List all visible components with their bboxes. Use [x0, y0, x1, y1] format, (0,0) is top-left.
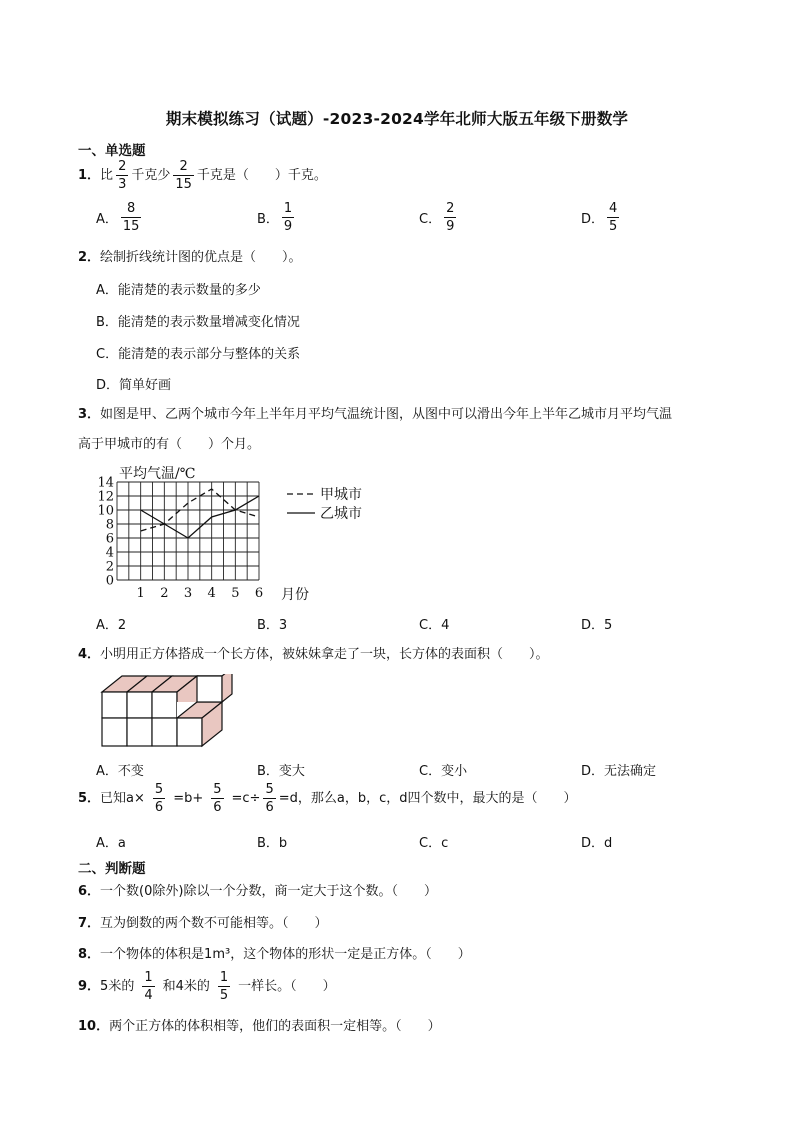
option-c: C．变小	[419, 764, 468, 779]
x-tick-label: 1	[136, 586, 145, 601]
option-d: D．简单好画	[96, 378, 172, 393]
fraction: $\frac{1}{5}$	[219, 970, 229, 1003]
cube-front-face	[102, 692, 127, 718]
y-tick-label: 0	[105, 573, 114, 589]
x-tick-label: 6	[254, 586, 264, 601]
question-text: 如图是甲、乙两个城市今年上半年月平均气温统计图，从图中可以滑出今年上半年乙城市月平均气温	[100, 407, 673, 422]
question-9	[78, 971, 336, 1002]
y-tick-label: 6	[105, 531, 114, 547]
y-tick-label: 10	[97, 503, 114, 519]
cube-front-face	[152, 718, 177, 746]
question-text: =b+	[173, 790, 204, 806]
y-tick-label: 2	[105, 559, 114, 575]
fraction: $\frac{2}{3}$	[118, 159, 127, 192]
option-d: D．5	[581, 618, 613, 633]
y-tick-label: 8	[105, 517, 114, 533]
question-number: 1．	[78, 167, 101, 183]
fraction: $\frac{5}{6}$	[154, 782, 164, 815]
question-text: 两个正方体的体积相等，他们的表面积一定相等。（ ）	[109, 1019, 441, 1034]
option-b: B． $\frac{1}{9}$	[257, 201, 293, 234]
question-number: 8．	[78, 947, 101, 962]
question-2	[78, 248, 302, 268]
option-a: A．2	[96, 618, 127, 633]
option-a: A．不变	[96, 764, 144, 779]
question-text: 小明用正方体搭成一个长方体，被妹妹拿走了一块，长方体的表面积（ ）。	[100, 647, 549, 662]
x-tick-label: 2	[160, 586, 169, 601]
option-a: A．能清楚的表示数量的多少	[96, 283, 261, 298]
cuboid-figure	[100, 674, 234, 750]
question-number: 9．	[78, 978, 101, 994]
page-title: 期末模拟练习（试题）-2023-2024学年北师大版五年级下册数学	[165, 110, 629, 128]
question-3-line-2: 高于甲城市的有（ ）个月。	[78, 437, 261, 452]
question-text: 千克是（ ）千克。	[196, 167, 327, 183]
section-heading-single-choice: 一、单选题	[78, 143, 146, 159]
y-tick-label: 12	[97, 489, 114, 505]
question-number: 5．	[78, 790, 101, 806]
x-tick-label: 3	[183, 586, 193, 601]
cube-front-face	[152, 692, 177, 718]
temperature-line-chart	[95, 462, 385, 607]
x-tick-label: 4	[207, 586, 216, 601]
option-a: A． $\frac{8}{15}$	[96, 201, 140, 234]
question-text: =c÷	[231, 790, 261, 806]
option-b: B．变大	[257, 764, 305, 779]
y-tick-label: 14	[97, 475, 114, 491]
question-text: 已知a×	[100, 790, 145, 806]
cube-front-face	[102, 718, 127, 746]
fraction: $\frac{1}{4}$	[144, 970, 153, 1003]
cube-front-face	[127, 692, 152, 718]
question-text: 比	[100, 167, 114, 183]
option-b: B．b	[257, 836, 288, 851]
chart-grid	[117, 482, 259, 580]
question-number: 10．	[78, 1019, 110, 1034]
question-6	[78, 882, 437, 902]
question-3	[78, 405, 672, 425]
question-7	[78, 914, 328, 934]
option-d: D． $\frac{4}{5}$	[581, 201, 618, 234]
question-text: 一个数(0除外)除以一个分数，商一定大于这个数。（ ）	[100, 884, 437, 899]
question-number: 2．	[78, 250, 101, 265]
question-1	[78, 160, 327, 191]
question-text: 一个物体的体积是1m³，这个物体的形状一定是正方体。（ ）	[100, 947, 471, 962]
cube-front-face	[127, 718, 152, 746]
option-c: C． $\frac{2}{9}$	[419, 201, 455, 234]
fraction: $\frac{2}{15}$	[175, 159, 192, 192]
question-text: =d，那么a，b，c，d四个数中，最大的是（ ）	[278, 790, 577, 806]
cube-side-face	[222, 674, 232, 702]
question-number: 4．	[78, 647, 101, 662]
section-heading-true-false: 二、判断题	[78, 861, 146, 877]
question-8	[78, 945, 471, 965]
fraction: $\frac{5}{6}$	[265, 782, 274, 815]
x-axis-label: 月份	[281, 587, 309, 603]
legend-label: 乙城市	[320, 506, 362, 522]
y-axis-label: 平均气温/℃	[119, 466, 196, 482]
question-text: 绘制折线统计图的优点是（ ）。	[100, 250, 302, 265]
question-number: 6．	[78, 884, 101, 899]
question-text: 5米的	[100, 978, 135, 994]
question-text: 互为倒数的两个数不可能相等。（ ）	[100, 916, 328, 931]
fraction: $\frac{5}{6}$	[213, 782, 222, 815]
x-tick-label: 5	[231, 586, 240, 601]
x-tick-labels	[137, 586, 264, 601]
question-4	[78, 645, 549, 665]
legend-label: 甲城市	[320, 487, 362, 503]
option-c: C．c	[419, 836, 449, 851]
chart-legend	[287, 487, 362, 522]
option-d: D．无法确定	[581, 764, 657, 779]
option-c: C．4	[419, 618, 450, 633]
question-10	[78, 1017, 441, 1037]
question-number: 3．	[78, 407, 101, 422]
option-c: C．能清楚的表示部分与整体的关系	[96, 347, 301, 362]
question-text: 一样长。（ ）	[238, 978, 336, 994]
question-text: 千克少	[131, 167, 171, 183]
question-text: 和4米的	[162, 978, 210, 994]
option-b: B．3	[257, 618, 288, 633]
cube-front-face	[177, 718, 202, 746]
option-d: D．d	[581, 836, 613, 851]
option-b: B．能清楚的表示数量增减变化情况	[96, 315, 300, 330]
y-tick-labels	[97, 476, 114, 589]
question-number: 7．	[78, 916, 101, 931]
cube-front-face	[197, 676, 222, 702]
option-a: A．a	[96, 836, 126, 851]
question-5	[78, 783, 577, 814]
y-tick-label: 4	[105, 545, 114, 561]
